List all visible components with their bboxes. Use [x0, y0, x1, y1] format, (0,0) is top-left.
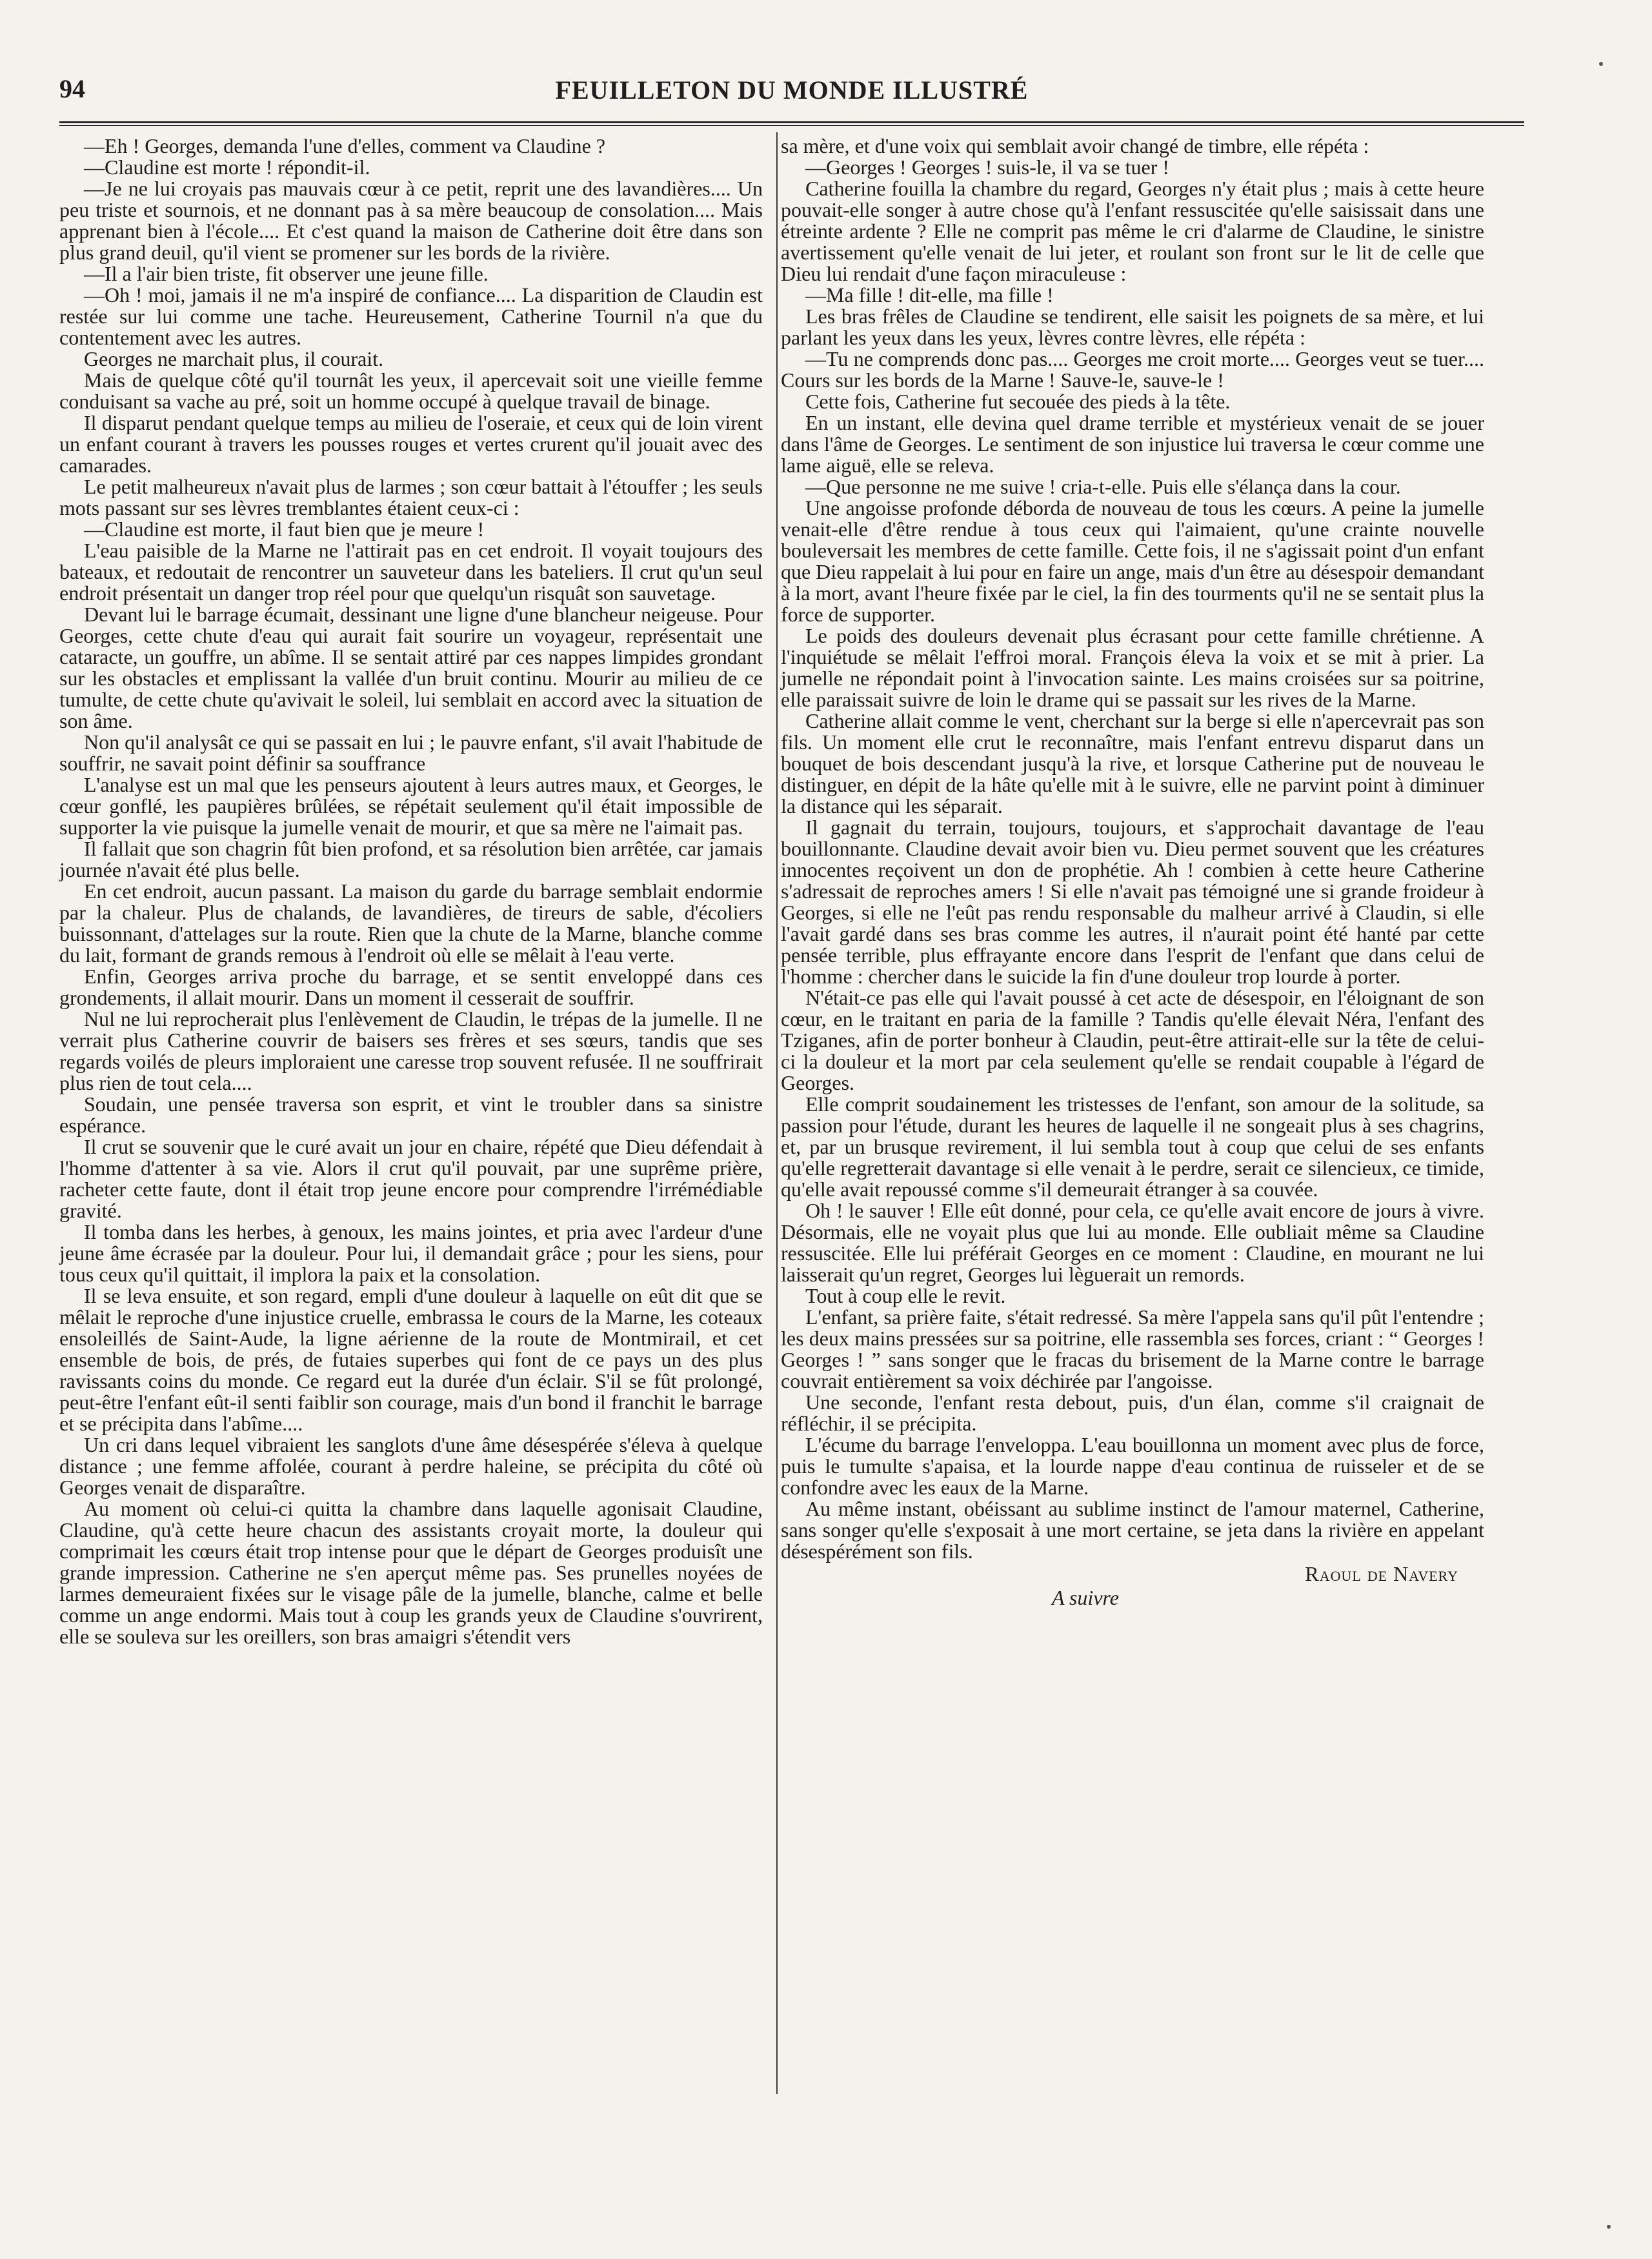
- paragraph: —Claudine est morte, il faut bien que je meure !: [84, 517, 485, 541]
- paragraph: —Ma fille ! dit-elle, ma fille !: [805, 283, 1054, 306]
- paragraph: En un instant, elle devina quel drame terrible et mystérieux venait de se jouer dans l'âme de Georges. Le sentiment de son injustice lui traversa le cœur comme une lame aiguë, elle se releva.: [781, 411, 1484, 477]
- paragraph: Catherine allait comme le vent, cherchant sur la berge si elle n'apercevrait pas son fils. Un moment elle crut le reconnaître, mais l'enfant entrevu disparut dans un bouquet de bois descendant jusqu'à la rive, et lorsque Catherine put de nouveau le distinguer, en dépit de la hâte qu'elle mit à le suivre, elle ne parvint point à diminuer la distance qui les séparait.: [781, 709, 1484, 818]
- paragraph: Elle comprit soudainement les tristesses de l'enfant, son amour de la solitude, sa passion pour l'étude, durant les heures de laquelle il ne songeait plus à ses chagrins, et, par un brusque revirement, il lui sembla tout à coup que celui de ses enfants qu'elle regretterait davantage si elle venait à le perdre, serait ce silencieux, ce timide, qu'elle avait repoussé comme s'il demeurait étranger à sa couvée.: [781, 1092, 1484, 1201]
- paragraph: Enfin, Georges arriva proche du barrage, et se sentit enveloppé dans ces grondements, il allait mourir. Dans un moment il cesserait de souffrir.: [59, 965, 763, 1009]
- paragraph: Mais de quelque côté qu'il tournât les yeux, il apercevait soit une vieille femme conduisant sa vache au pré, soit un homme occupé à quelque travail de binage.: [59, 368, 763, 413]
- to-be-continued: A suivre: [1052, 1586, 1119, 1609]
- paragraph: Une angoisse profonde déborda de nouveau de tous les cœurs. A peine la jumelle venait-elle d'être rendue à tous ceux qui l'aimaient, qu'une crainte nouvelle bouleversait les membres de cette famille. Cette fois, il ne s'agissait point d'un enfant que Dieu rappelait à lui pour en faire un ange, mais d'un être au désespoir demandant à la mort, avant l'heure fixée par le ciel, la fin des tourments qu'il ne se sentait plus la force de supporter.: [781, 496, 1484, 626]
- paragraph: Nul ne lui reprocherait plus l'enlèvement de Claudin, le trépas de la jumelle. Il ne verrait plus Catherine couvrir de baisers ses frères et ses sœurs, tandis que ses regards voilés de pleurs imploraient une caresse trop souvent refusée. Il ne souffrirait plus rien de tout cela....: [59, 1007, 763, 1094]
- paragraph: Au moment où celui-ci quitta la chambre dans laquelle agonisait Claudine, Claudine, qu'à cette heure chacun des assistants croyait morte, la douleur qui comprimait les cœurs était trop intense pour que le départ de Georges produisît une grande impression. Catherine ne s'en aperçut même pas. Ses prunelles noyées de larmes demeuraient fixées sur le visage pâle de la jumelle, blanche, calme et belle comme un ange endormi. Mais tout à coup les grands yeux de Claudine s'ouvrirent, elle se souleva sur les oreillers, son bras amaigri s'étendit vers: [59, 1497, 763, 1648]
- left-column: [59, 136, 763, 1647]
- paragraph: Tout à coup elle le revit.: [805, 1284, 1006, 1307]
- paragraph: Non qu'il analysât ce qui se passait en lui ; le pauvre enfant, s'il avait l'habitude de souffrir, ne savait point définir sa souffrance: [59, 730, 763, 775]
- paragraph: Le petit malheureux n'avait plus de larmes ; son cœur battait à l'étouffer ; les seuls mots passant sur ses lèvres tremblantes étaient ceux-ci :: [59, 475, 763, 519]
- paragraph: —Je ne lui croyais pas mauvais cœur à ce petit, reprit une des lavandières.... Un peu triste et sournois, et ne donnant pas à sa mère beaucoup de consolation.... Mais apprenant bien à l'école.... Et c'est quand la maison de Catherine doit être dans son plus grand deuil, qu'il vient se promener sur les bords de la rivière.: [59, 177, 763, 264]
- paragraph: Au même instant, obéissant au sublime instinct de l'amour maternel, Catherine, sans songer qu'elle s'exposait à une mort certaine, se jeta dans la rivière en appelant désespérément son fils.: [781, 1497, 1484, 1563]
- paragraph: Il gagnait du terrain, toujours, toujours, et s'approchait davantage de l'eau bouillonnante. Claudine devait avoir bien vu. Dieu permet souvent que les créatures innocentes reçoivent un don de prophétie. Ah ! combien à cette heure Catherine s'adressait de reproches amers ! Si elle n'avait pas témoigné une si grande froideur à Georges, si elle ne l'eût pas rendu responsable du malheur arrivé à Claudin, si elle l'avait gardé dans ses bras comme les autres, il n'aurait point été hanté par cette pensée terrible, plus effrayante encore dans l'esprit de l'enfant que dans celui de l'homme : chercher dans le suicide la fin d'une douleur trop lourde à porter.: [781, 816, 1484, 988]
- paragraph: L'écume du barrage l'enveloppa. L'eau bouillonna un moment avec plus de force, puis le tumulte s'apaisa, et la lourde nappe d'eau continua de ruisseler et de se confondre avec les eaux de la Marne.: [781, 1433, 1484, 1499]
- paragraph: Cette fois, Catherine fut secouée des pieds à la tête.: [805, 390, 1231, 413]
- paragraph: Une seconde, l'enfant resta debout, puis, d'un élan, comme s'il craignait de réfléchir, il se précipita.: [781, 1391, 1484, 1435]
- paragraph: —Que personne ne me suive ! cria-t-elle. Puis elle s'élança dans la cour.: [805, 475, 1401, 498]
- paragraph: Il fallait que son chagrin fût bien profond, et sa résolution bien arrêtée, car jamais journée n'avait été plus belle.: [59, 837, 763, 881]
- paragraph: —Eh ! Georges, demanda l'une d'elles, comment va Claudine ?: [84, 134, 606, 157]
- header-rule: [59, 121, 1524, 126]
- paragraph: —Oh ! moi, jamais il ne m'a inspiré de confiance.... La disparition de Claudin est restée sur lui comme une tache. Heureusement, Catherine Tournil n'a que du contentement avec les autres.: [59, 283, 763, 349]
- page-header: [59, 70, 1524, 115]
- page-number: 94: [59, 74, 85, 103]
- paragraph: —Tu ne comprends donc pas.... Georges me croit morte.... Georges veut se tuer.... Cours sur les bords de la Marne ! Sauve-le, sauve-le !: [781, 347, 1484, 392]
- paragraph: Un cri dans lequel vibraient les sanglots d'une âme désespérée s'éleva à quelque distance ; une femme affolée, courant à perdre haleine, se précipita du côté où Georges venait de disparaître.: [59, 1433, 763, 1499]
- paragraph: L'eau paisible de la Marne ne l'attirait pas en cet endroit. Il voyait toujours des bateaux, et redoutait de rencontrer un sauveteur dans les bateliers. Il crut qu'un seul endroit présentait un danger trop réel pour que quelqu'un risquât son sauvetage.: [59, 539, 763, 605]
- paragraph: Soudain, une pensée traversa son esprit, et vint le troubler dans sa sinistre espérance.: [59, 1092, 763, 1137]
- paragraph: Oh ! le sauver ! Elle eût donné, pour cela, ce qu'elle avait encore de jours à vivre. Désormais, elle ne voyait plus que lui au monde. Elle oubliait même sa Claudine ressuscitée. Elle lui préférait Georges en ce moment : Claudine, en mourant ne lui laisserait qu'un regret, Georges lui lèguerait un remords.: [781, 1199, 1484, 1286]
- paragraph: Le poids des douleurs devenait plus écrasant pour cette famille chrétienne. A l'inquiétude se mêlait l'effroi moral. François éleva la voix et se mit à prier. La jumelle ne répondait point à l'invocation sainte. Les mains croisées sur sa poitrine, elle paraissait suivre de loin le drame qui se passait sur les rives de la Marne.: [781, 624, 1484, 711]
- paragraph: —Claudine est morte ! répondit-il.: [84, 156, 370, 179]
- paragraph: Il se leva ensuite, et son regard, empli d'une douleur à laquelle on eût dit que se mêlait le reproche d'une injustice cruelle, embrassa le cours de la Marne, les coteaux ensoleillés de Saint-Aude, la ligne aérienne de la route de Montmirail, et cet ensemble de bois, de prés, de futaies superbes qui font de ce pays un des plus ravissants coins du monde. Ce regard eut la durée d'un éclair. S'il se fût prolongé, peut-être l'enfant eût-il senti faiblir son courage, mais d'un bond il franchit le barrage et se précipita dans l'abîme....: [59, 1284, 763, 1435]
- paragraph: L'enfant, sa prière faite, s'était redressé. Sa mère l'appela sans qu'il pût l'entendre ; les deux mains pressées sur sa poitrine, elle rassembla ses forces, criant : “ Georges ! Georges ! ” sans songer que le fracas du brisement de la Marne contre le barrage couvrait entièrement sa voix déchirée par l'angoisse.: [781, 1305, 1484, 1392]
- running-title: FEUILLETON DU MONDE ILLUSTRÉ: [555, 75, 1029, 105]
- paragraph: Georges ne marchait plus, il courait.: [84, 347, 384, 370]
- paragraph-continuation: sa mère, et d'une voix qui semblait avoir changé de timbre, elle répéta :: [781, 134, 1369, 157]
- print-speck: [1599, 62, 1603, 66]
- paragraph: Il disparut pendant quelque temps au milieu de l'oseraie, et ceux qui de loin virent un enfant courant à travers les pousses rouges et vertes crurent qu'il jouait avec des camarades.: [59, 411, 763, 477]
- paragraph: L'analyse est un mal que les penseurs ajoutent à leurs autres maux, et Georges, le cœur gonflé, les paupières brûlées, se répétait seulement qu'il était impossible de supporter la vie puisque la jumelle venait de mourir, et que sa mère ne l'aimait pas.: [59, 773, 763, 839]
- column-divider: [776, 132, 778, 2094]
- paragraph: Il tomba dans les herbes, à genoux, les mains jointes, et pria avec l'ardeur d'une jeune âme écrasée par la douleur. Pour lui, il demandait grâce ; pour les siens, pour tous ceux qu'il quittait, il implora la paix et la consolation.: [59, 1220, 763, 1286]
- print-speck: [1607, 2225, 1611, 2229]
- paragraph: —Il a l'air bien triste, fit observer une jeune fille.: [84, 262, 489, 285]
- author-signature: Raoul de Navery: [1305, 1562, 1458, 1585]
- paragraph: En cet endroit, aucun passant. La maison du garde du barrage semblait endormie par la chaleur. Plus de chalands, de lavandières, de tireurs de sable, d'écoliers buissonnant, d'attelages sur la route. Rien que la chute de la Marne, blanche comme du lait, formant de grands remous à l'endroit où elle se mêlait à l'eau verte.: [59, 879, 763, 967]
- paragraph: Il crut se souvenir que le curé avait un jour en chaire, répété que Dieu défendait à l'homme d'attenter à sa vie. Alors il crut qu'il pouvait, par une suprême prière, racheter cette faute, dont il était trop jeune encore pour comprendre l'irrémédiable gravité.: [59, 1135, 763, 1222]
- right-column: [781, 136, 1484, 1609]
- paragraph: N'était-ce pas elle qui l'avait poussé à cet acte de désespoir, en l'éloignant de son cœur, en le traitant en paria de la famille ? Tandis qu'elle élevait Néra, l'enfant des Tziganes, afin de porter bonheur à Claudin, peut-être attirait-elle sur la tête de celui-ci la douleur et la mort par cela seulement qu'elle se rendait coupable à l'égard de Georges.: [781, 986, 1484, 1094]
- paragraph: Catherine fouilla la chambre du regard, Georges n'y était plus ; mais à cette heure pouvait-elle songer à autre chose qu'à l'enfant ressuscitée qu'elle saisissait dans une étreinte ardente ? Elle ne comprit pas même le cri d'alarme de Claudine, le sinistre avertissement qu'elle venait de lui jeter, et roulant son front sur le lit de celle que Dieu lui rendait d'une façon miraculeuse :: [781, 177, 1484, 285]
- paragraph: Les bras frêles de Claudine se tendirent, elle saisit les poignets de sa mère, et lui parlant les yeux dans les yeux, lèvres contre lèvres, elle répéta :: [781, 305, 1484, 349]
- paragraph: —Georges ! Georges ! suis-le, il va se tuer !: [805, 156, 1169, 179]
- paragraph: Devant lui le barrage écumait, dessinant une ligne d'une blancheur neigeuse. Pour Georges, cette chute d'eau qui aurait fait sourire un voyageur, représentait une cataracte, un gouffre, un abîme. Il se sentait attiré par ces nappes limpides grondant sur les obstacles et emplissant la vallée d'un bruit continu. Mourir au milieu de ce tumulte, de cette chute qu'avivait le soleil, lui semblait en accord avec la situation de son âme.: [59, 603, 763, 732]
